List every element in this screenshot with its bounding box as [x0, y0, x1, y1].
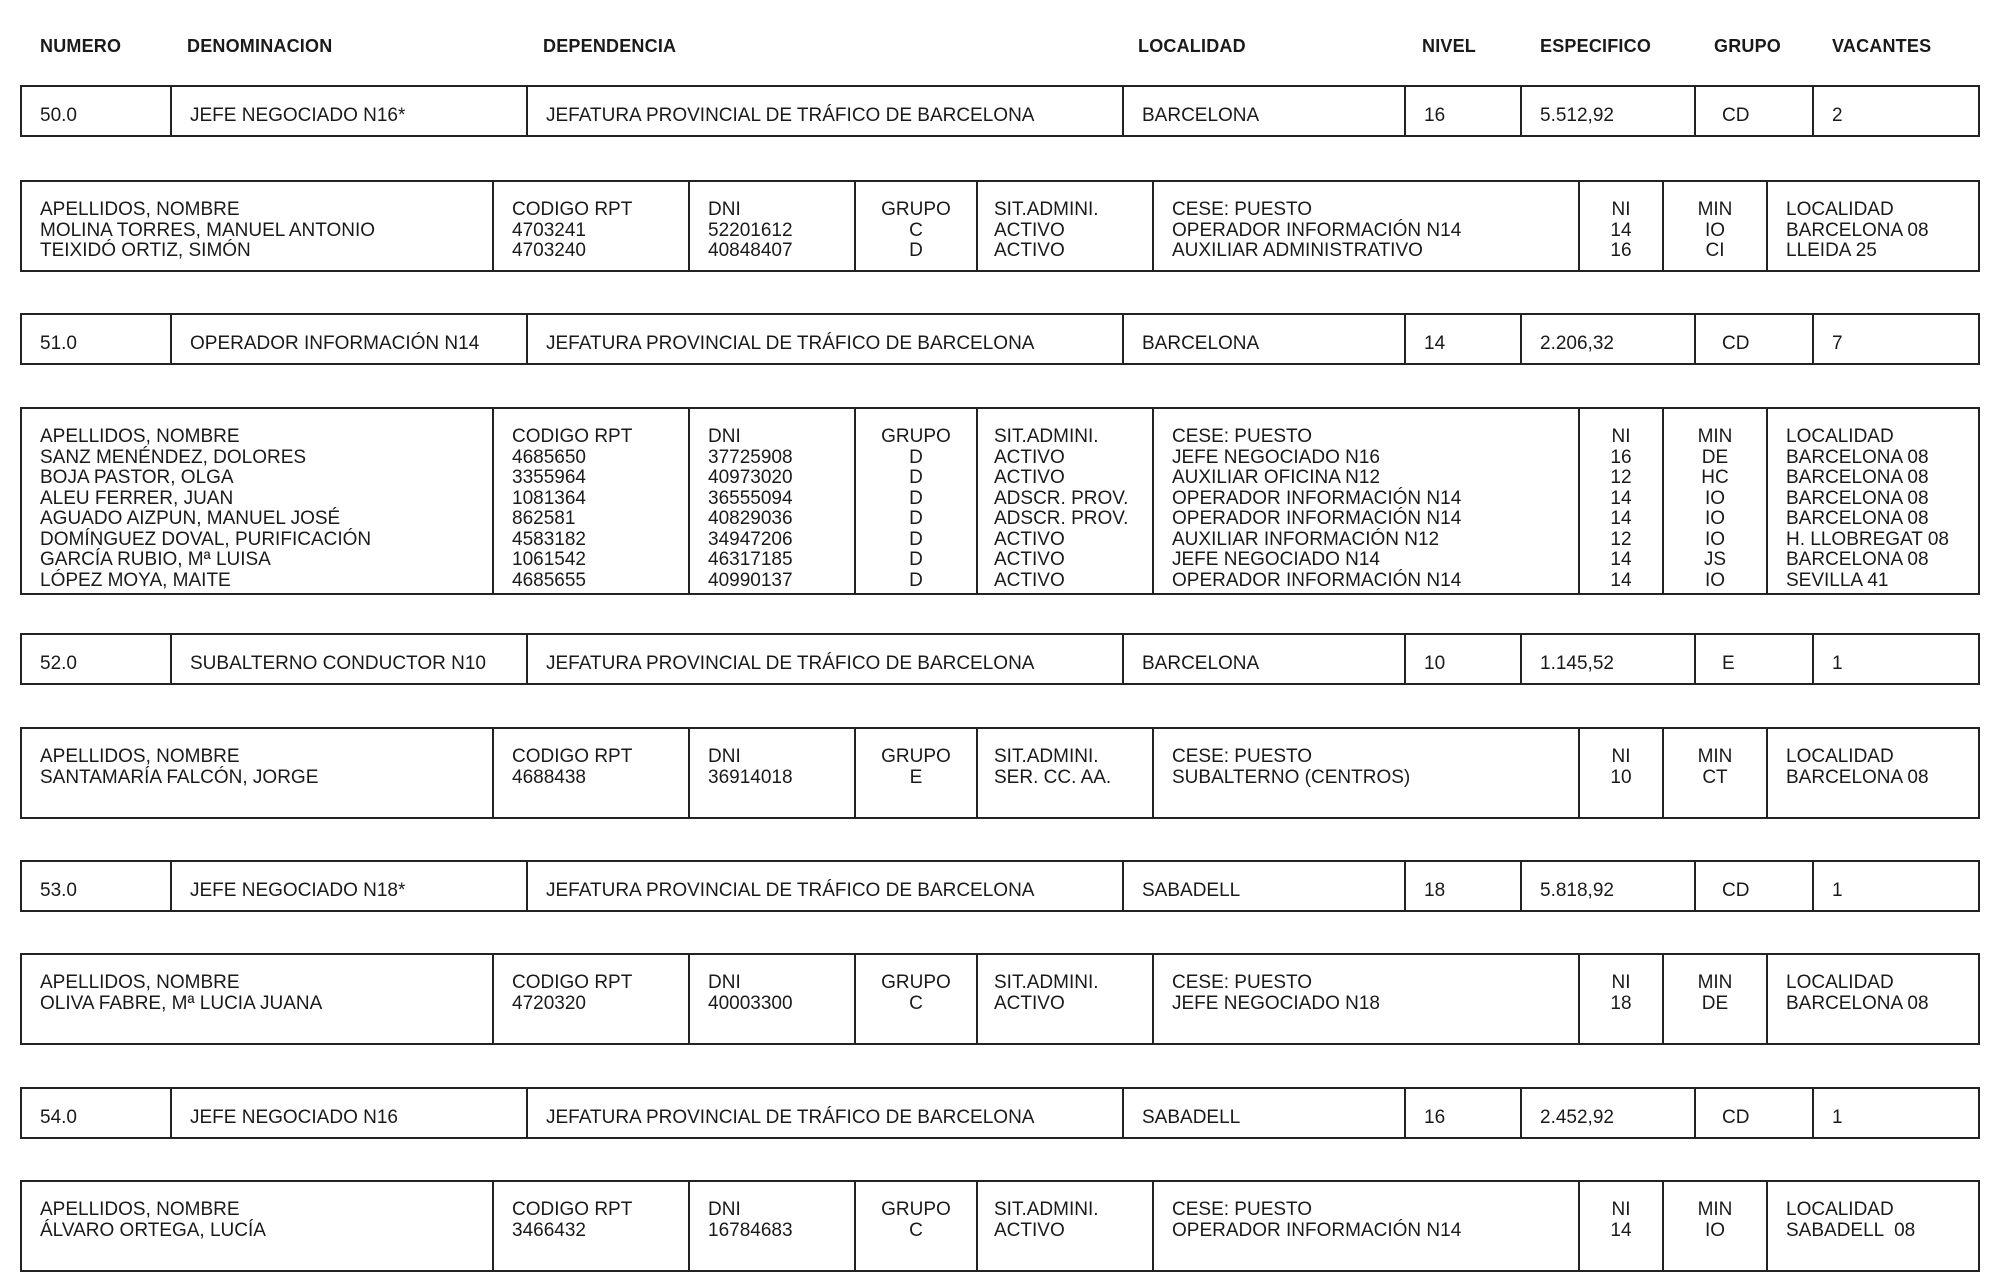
position-denominacion: OPERADOR INFORMACIÓN N14 — [170, 315, 526, 363]
occupant-cese: AUXILIAR INFORMACIÓN N12 — [1172, 528, 1440, 550]
occupant-cese: OPERADOR INFORMACIÓN N14 — [1172, 508, 1462, 529]
position-nivel: 16 — [1404, 87, 1520, 135]
occupant-cese: AUXILIAR OFICINA N12 — [1172, 467, 1381, 488]
occupant-codigo: 4685655 — [512, 569, 586, 591]
occupant-cese: OPERADOR INFORMACIÓN N14 — [1172, 1219, 1462, 1241]
position-localidad: SABADELL — [1122, 862, 1404, 910]
occupants-column-ni — [1578, 729, 1662, 817]
occupants-header-ni: NI — [1611, 199, 1631, 220]
occupants-column-grupo — [854, 955, 976, 1043]
occupants-column-ni — [1578, 182, 1662, 270]
position-localidad: BARCELONA — [1122, 87, 1404, 135]
occupants-header-dni: DNI — [708, 746, 741, 767]
occupants-header-dni: DNI — [708, 1199, 741, 1220]
position-row — [20, 860, 1980, 912]
occupants-header-min: MIN — [1697, 1199, 1733, 1220]
position-vacantes: 2 — [1812, 87, 1982, 135]
occupant-min: CT — [1702, 766, 1728, 788]
occupant-min: DE — [1701, 992, 1729, 1014]
occupants-header-codigo: CODIGO RPT — [512, 746, 633, 767]
occupant-apellidos: SANTAMARÍA FALCÓN, JORGE — [40, 766, 319, 788]
position-nivel: 16 — [1404, 1089, 1520, 1137]
occupants-column-min — [1662, 1182, 1766, 1270]
occupants-column-dni — [688, 182, 854, 270]
occupant-min: DE — [1701, 446, 1729, 468]
occupant-localidad: BARCELONA 08 — [1786, 992, 1929, 1014]
occupants-header-ni: NI — [1611, 746, 1631, 767]
occupant-dni: 40829036 — [708, 508, 793, 529]
occupants-column-sit — [976, 409, 1152, 593]
occupant-sit: ACTIVO — [994, 446, 1065, 468]
occupant-codigo: 4703240 — [512, 240, 586, 261]
occupant-grupo: D — [909, 528, 923, 550]
header-grupo: GRUPO — [1714, 36, 1782, 56]
occupant-dni: 36555094 — [708, 487, 793, 509]
occupant-apellidos: ÁLVARO ORTEGA, LUCÍA — [40, 1219, 266, 1241]
occupant-cese: OPERADOR INFORMACIÓN N14 — [1172, 569, 1462, 591]
position-localidad: BARCELONA — [1122, 635, 1404, 683]
occupant-apellidos: DOMÍNGUEZ DOVAL, PURIFICACIÓN — [40, 528, 372, 550]
position-numero: 52.0 — [40, 653, 77, 674]
occupant-sit: ACTIVO — [994, 549, 1065, 570]
occupants-header-ni: NI — [1611, 426, 1631, 447]
occupant-cese: JEFE NEGOCIADO N14 — [1172, 549, 1380, 570]
occupants-column-codigo — [492, 409, 688, 593]
occupant-sit: ACTIVO — [994, 467, 1065, 488]
occupant-min: JS — [1703, 549, 1727, 570]
occupants-column-dni — [688, 729, 854, 817]
occupants-column-apellidos — [22, 955, 492, 1043]
occupants-header-cese: CESE: PUESTO — [1172, 426, 1313, 447]
occupants-column-codigo — [492, 955, 688, 1043]
occupant-grupo: D — [909, 467, 923, 488]
occupants-column-localidad — [1766, 409, 1982, 593]
header-numero: NUMERO — [40, 36, 122, 56]
occupant-codigo: 4688438 — [512, 766, 586, 788]
position-vacantes: 7 — [1812, 315, 1982, 363]
occupants-column-cese — [1152, 409, 1578, 593]
occupants-table — [20, 407, 1980, 595]
position-nivel: 18 — [1404, 862, 1520, 910]
occupants-header-dni: DNI — [708, 972, 741, 993]
occupant-grupo: D — [909, 487, 923, 509]
occupants-header-apellidos: APELLIDOS, NOMBRE — [40, 199, 240, 220]
position-row — [20, 313, 1980, 365]
occupant-apellidos: GARCÍA RUBIO, Mª LUISA — [40, 549, 271, 570]
occupants-header-codigo: CODIGO RPT — [512, 972, 633, 993]
occupant-grupo: E — [909, 766, 923, 788]
occupants-column-ni — [1578, 1182, 1662, 1270]
occupant-grupo: D — [909, 446, 923, 468]
header-dependencia: DEPENDENCIA — [543, 36, 677, 56]
occupants-column-codigo — [492, 729, 688, 817]
occupant-localidad: LLEIDA 25 — [1786, 240, 1877, 261]
occupant-localidad: BARCELONA 08 — [1786, 487, 1929, 509]
occupant-ni: 14 — [1610, 487, 1632, 509]
occupants-table — [20, 727, 1980, 819]
position-numero: 51.0 — [40, 333, 77, 354]
occupants-column-codigo — [492, 182, 688, 270]
occupants-header-grupo: GRUPO — [881, 972, 951, 993]
occupant-localidad: SABADELL 08 — [1786, 1219, 1916, 1241]
occupants-column-ni — [1578, 409, 1662, 593]
occupants-header-grupo: GRUPO — [881, 426, 951, 447]
position-grupo: CD — [1694, 87, 1812, 135]
occupants-column-grupo — [854, 409, 976, 593]
occupants-column-dni — [688, 409, 854, 593]
header-denominacion: DENOMINACION — [187, 36, 333, 56]
occupant-apellidos: OLIVA FABRE, Mª LUCIA JUANA — [40, 992, 323, 1014]
occupants-header-codigo: CODIGO RPT — [512, 426, 633, 447]
occupant-cese: JEFE NEGOCIADO N18 — [1172, 992, 1380, 1014]
occupants-column-min — [1662, 409, 1766, 593]
occupant-ni: 14 — [1610, 1219, 1632, 1241]
occupants-table — [20, 1180, 1980, 1272]
position-dependencia: JEFATURA PROVINCIAL DE TRÁFICO DE BARCELONA — [526, 635, 1122, 683]
position-denominacion: JEFE NEGOCIADO N16 — [170, 1089, 526, 1137]
occupants-header-localidad: LOCALIDAD — [1786, 1199, 1894, 1220]
occupants-column-cese — [1152, 729, 1578, 817]
occupant-apellidos: MOLINA TORRES, MANUEL ANTONIO — [40, 219, 376, 241]
occupants-header-apellidos: APELLIDOS, NOMBRE — [40, 972, 240, 993]
occupants-column-apellidos — [22, 1182, 492, 1270]
header-localidad: LOCALIDAD — [1138, 36, 1246, 56]
occupants-column-min — [1662, 182, 1766, 270]
occupant-apellidos: ALEU FERRER, JUAN — [40, 487, 234, 509]
occupants-header-cese: CESE: PUESTO — [1172, 746, 1313, 767]
occupant-apellidos: BOJA PASTOR, OLGA — [40, 467, 234, 488]
position-localidad: BARCELONA — [1122, 315, 1404, 363]
occupants-header-grupo: GRUPO — [881, 1199, 951, 1220]
occupants-header-min: MIN — [1697, 746, 1733, 767]
occupant-ni: 16 — [1610, 446, 1632, 468]
occupant-codigo: 4703241 — [512, 219, 586, 241]
occupants-column-sit — [976, 955, 1152, 1043]
occupant-ni: 10 — [1610, 766, 1632, 788]
occupants-header-apellidos: APELLIDOS, NOMBRE — [40, 426, 240, 447]
occupant-cese: AUXILIAR ADMINISTRATIVO — [1172, 240, 1423, 261]
occupant-localidad: BARCELONA 08 — [1786, 766, 1929, 788]
occupant-dni: 46317185 — [708, 549, 793, 570]
occupants-column-dni — [688, 1182, 854, 1270]
position-row — [20, 633, 1980, 685]
occupant-dni: 34947206 — [708, 528, 793, 550]
position-dependencia: JEFATURA PROVINCIAL DE TRÁFICO DE BARCELONA — [526, 1089, 1122, 1137]
occupant-apellidos: SANZ MENÉNDEZ, DOLORES — [40, 446, 307, 468]
occupant-min: IO — [1704, 508, 1726, 529]
position-grupo: CD — [1694, 1089, 1812, 1137]
occupant-sit: ACTIVO — [994, 992, 1065, 1014]
occupant-codigo: 4720320 — [512, 992, 586, 1014]
occupants-header-sit: SIT.ADMINI. — [994, 426, 1099, 447]
position-row — [20, 85, 1980, 137]
occupant-min: IO — [1704, 1219, 1726, 1241]
position-especifico: 1.145,52 — [1520, 635, 1694, 683]
occupants-header-sit: SIT.ADMINI. — [994, 972, 1099, 993]
occupant-localidad: BARCELONA 08 — [1786, 549, 1929, 570]
occupant-min: IO — [1704, 219, 1726, 241]
occupants-column-min — [1662, 955, 1766, 1043]
position-grupo: E — [1694, 635, 1812, 683]
occupant-dni: 36914018 — [708, 766, 793, 788]
occupant-min: IO — [1704, 528, 1726, 550]
occupant-dni: 40003300 — [708, 992, 793, 1014]
occupants-header-sit: SIT.ADMINI. — [994, 1199, 1099, 1220]
occupants-column-grupo — [854, 729, 976, 817]
occupants-column-apellidos — [22, 409, 492, 593]
position-denominacion: SUBALTERNO CONDUCTOR N10 — [170, 635, 526, 683]
occupant-codigo: 4685650 — [512, 446, 586, 468]
occupant-sit: ADSCR. PROV. — [994, 487, 1129, 509]
occupant-localidad: H. LLOBREGAT 08 — [1786, 528, 1949, 550]
header-nivel: NIVEL — [1422, 36, 1477, 56]
occupants-column-codigo — [492, 1182, 688, 1270]
occupant-codigo: 1061542 — [512, 549, 586, 570]
occupants-header-apellidos: APELLIDOS, NOMBRE — [40, 746, 240, 767]
occupants-header-sit: SIT.ADMINI. — [994, 746, 1099, 767]
occupant-cese: OPERADOR INFORMACIÓN N14 — [1172, 487, 1462, 509]
occupant-ni: 12 — [1610, 467, 1632, 488]
occupant-sit: ACTIVO — [994, 219, 1065, 241]
occupant-dni: 40848407 — [708, 240, 793, 261]
position-especifico: 5.512,92 — [1520, 87, 1694, 135]
occupant-apellidos: LÓPEZ MOYA, MAITE — [40, 569, 231, 591]
occupant-min: IO — [1704, 569, 1726, 591]
occupant-cese: JEFE NEGOCIADO N16 — [1172, 446, 1380, 468]
occupants-column-apellidos — [22, 182, 492, 270]
position-denominacion: JEFE NEGOCIADO N16* — [170, 87, 526, 135]
occupants-column-localidad — [1766, 729, 1982, 817]
occupants-column-grupo — [854, 1182, 976, 1270]
occupants-header-codigo: CODIGO RPT — [512, 1199, 633, 1220]
occupants-header-ni: NI — [1611, 972, 1631, 993]
occupants-table — [20, 180, 1980, 272]
occupants-header-apellidos: APELLIDOS, NOMBRE — [40, 1199, 240, 1220]
occupants-column-sit — [976, 1182, 1152, 1270]
occupants-column-sit — [976, 182, 1152, 270]
occupant-grupo: D — [909, 240, 923, 261]
occupants-header-localidad: LOCALIDAD — [1786, 426, 1894, 447]
occupant-grupo: D — [909, 508, 923, 529]
occupant-dni: 40990137 — [708, 569, 793, 591]
occupants-header-localidad: LOCALIDAD — [1786, 972, 1894, 993]
occupants-column-dni — [688, 955, 854, 1043]
occupant-cese: SUBALTERNO (CENTROS) — [1172, 766, 1411, 788]
occupants-header-localidad: LOCALIDAD — [1786, 746, 1894, 767]
occupant-dni: 37725908 — [708, 446, 793, 468]
occupant-grupo: D — [909, 549, 923, 570]
position-especifico: 5.818,92 — [1520, 862, 1694, 910]
occupant-grupo: C — [909, 1219, 923, 1241]
position-row — [20, 1087, 1980, 1139]
occupant-dni: 40973020 — [708, 467, 793, 488]
occupant-dni: 16784683 — [708, 1219, 793, 1241]
position-grupo: CD — [1694, 315, 1812, 363]
occupants-header-min: MIN — [1697, 972, 1733, 993]
position-localidad: SABADELL — [1122, 1089, 1404, 1137]
position-denominacion: JEFE NEGOCIADO N18* — [170, 862, 526, 910]
occupant-ni: 12 — [1610, 528, 1632, 550]
occupants-column-min — [1662, 729, 1766, 817]
occupant-grupo: D — [909, 569, 923, 591]
occupant-ni: 18 — [1610, 992, 1632, 1014]
occupant-localidad: SEVILLA 41 — [1786, 569, 1889, 591]
occupants-header-ni: NI — [1611, 1199, 1631, 1220]
header-vacantes: VACANTES — [1832, 36, 1932, 56]
occupants-header-codigo: CODIGO RPT — [512, 199, 633, 220]
position-vacantes: 1 — [1812, 862, 1982, 910]
position-nivel: 14 — [1404, 315, 1520, 363]
occupant-localidad: BARCELONA 08 — [1786, 219, 1929, 241]
occupant-codigo: 3466432 — [512, 1219, 586, 1241]
occupants-column-localidad — [1766, 955, 1982, 1043]
occupant-localidad: BARCELONA 08 — [1786, 467, 1929, 488]
occupant-ni: 14 — [1610, 549, 1632, 570]
position-numero: 53.0 — [40, 880, 77, 901]
occupant-sit: ACTIVO — [994, 528, 1065, 550]
position-grupo: CD — [1694, 862, 1812, 910]
position-especifico: 2.452,92 — [1520, 1089, 1694, 1137]
occupant-codigo: 862581 — [512, 508, 576, 529]
occupant-min: CI — [1705, 240, 1725, 261]
occupant-codigo: 3355964 — [512, 467, 586, 488]
occupants-header-cese: CESE: PUESTO — [1172, 1199, 1313, 1220]
occupants-header-dni: DNI — [708, 426, 741, 447]
position-nivel: 10 — [1404, 635, 1520, 683]
occupant-min: IO — [1704, 487, 1726, 509]
occupant-grupo: C — [909, 992, 923, 1014]
position-especifico: 2.206,32 — [1520, 315, 1694, 363]
occupants-header-cese: CESE: PUESTO — [1172, 199, 1313, 220]
occupants-column-sit — [976, 729, 1152, 817]
occupants-column-apellidos — [22, 729, 492, 817]
occupant-localidad: BARCELONA 08 — [1786, 446, 1929, 468]
position-dependencia: JEFATURA PROVINCIAL DE TRÁFICO DE BARCELONA — [526, 315, 1122, 363]
occupant-ni: 14 — [1610, 219, 1632, 241]
occupants-column-localidad — [1766, 1182, 1982, 1270]
occupant-apellidos: AGUADO AIZPUN, MANUEL JOSÉ — [40, 508, 341, 529]
occupants-table — [20, 953, 1980, 1045]
occupant-sit: ACTIVO — [994, 240, 1065, 261]
position-vacantes: 1 — [1812, 635, 1982, 683]
occupants-column-cese — [1152, 1182, 1578, 1270]
position-numero: 54.0 — [40, 1107, 77, 1128]
occupants-header-grupo: GRUPO — [881, 746, 951, 767]
occupant-min: HC — [1701, 467, 1729, 488]
occupants-header-localidad: LOCALIDAD — [1786, 199, 1894, 220]
occupants-header-min: MIN — [1697, 426, 1733, 447]
position-numero: 50.0 — [40, 105, 77, 126]
occupant-sit: ACTIVO — [994, 1219, 1065, 1241]
occupants-column-localidad — [1766, 182, 1982, 270]
occupant-codigo: 1081364 — [512, 487, 586, 509]
occupants-header-min: MIN — [1697, 199, 1733, 220]
header-especifico: ESPECIFICO — [1540, 36, 1652, 56]
position-vacantes: 1 — [1812, 1089, 1982, 1137]
occupants-column-cese — [1152, 182, 1578, 270]
occupant-sit: ACTIVO — [994, 569, 1065, 591]
occupant-grupo: C — [909, 219, 923, 241]
occupants-column-grupo — [854, 182, 976, 270]
occupant-cese: OPERADOR INFORMACIÓN N14 — [1172, 219, 1462, 241]
occupant-ni: 16 — [1610, 240, 1632, 261]
occupants-header-cese: CESE: PUESTO — [1172, 972, 1313, 993]
occupant-sit: SER. CC. AA. — [994, 766, 1112, 788]
occupant-dni: 52201612 — [708, 219, 793, 241]
position-dependencia: JEFATURA PROVINCIAL DE TRÁFICO DE BARCELONA — [526, 862, 1122, 910]
occupants-column-ni — [1578, 955, 1662, 1043]
occupants-column-cese — [1152, 955, 1578, 1043]
occupant-codigo: 4583182 — [512, 528, 586, 550]
occupants-header-grupo: GRUPO — [881, 199, 951, 220]
position-dependencia: JEFATURA PROVINCIAL DE TRÁFICO DE BARCELONA — [526, 87, 1122, 135]
occupant-ni: 14 — [1610, 508, 1632, 529]
occupant-ni: 14 — [1610, 569, 1632, 591]
occupant-apellidos: TEIXIDÓ ORTIZ, SIMÓN — [40, 240, 251, 261]
occupants-header-dni: DNI — [708, 199, 741, 220]
occupant-sit: ADSCR. PROV. — [994, 508, 1129, 529]
occupants-header-sit: SIT.ADMINI. — [994, 199, 1099, 220]
occupant-localidad: BARCELONA 08 — [1786, 508, 1929, 529]
